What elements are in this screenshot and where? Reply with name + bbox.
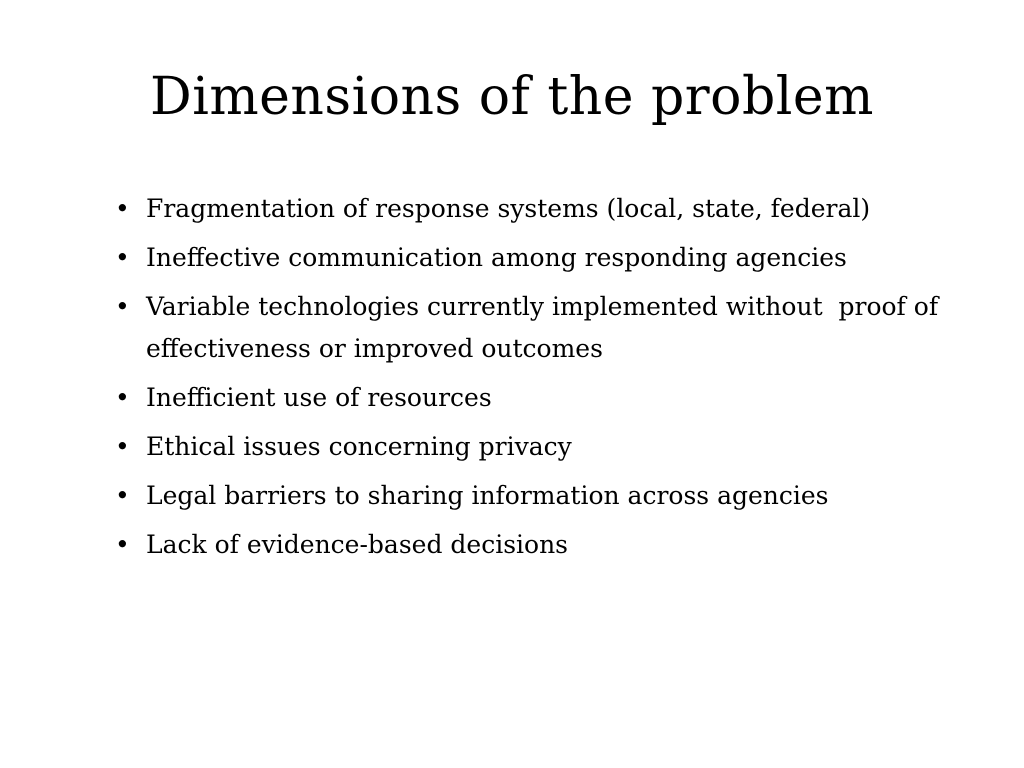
bullet-item-communication: • Ineffective communication among responding agencies [115,237,975,279]
bullet-item-legal-barriers: • Legal barriers to sharing information across agencies [115,475,975,517]
slide-title: Dimensions of the problem [150,67,874,127]
bullet-item-fragmentation: • Fragmentation of response systems (local, state, federal) [115,188,975,230]
bullet-item-evidence: • Lack of evidence-based decisions [115,524,975,566]
bullet-item-technologies: • Variable technologies currently implemented without proof of effectiveness or improved outcomes [115,286,975,370]
bullet-item-resources: • Inefficient use of resources [115,377,975,419]
bullet-list [115,188,975,573]
bullet-item-privacy: • Ethical issues concerning privacy [115,426,975,468]
